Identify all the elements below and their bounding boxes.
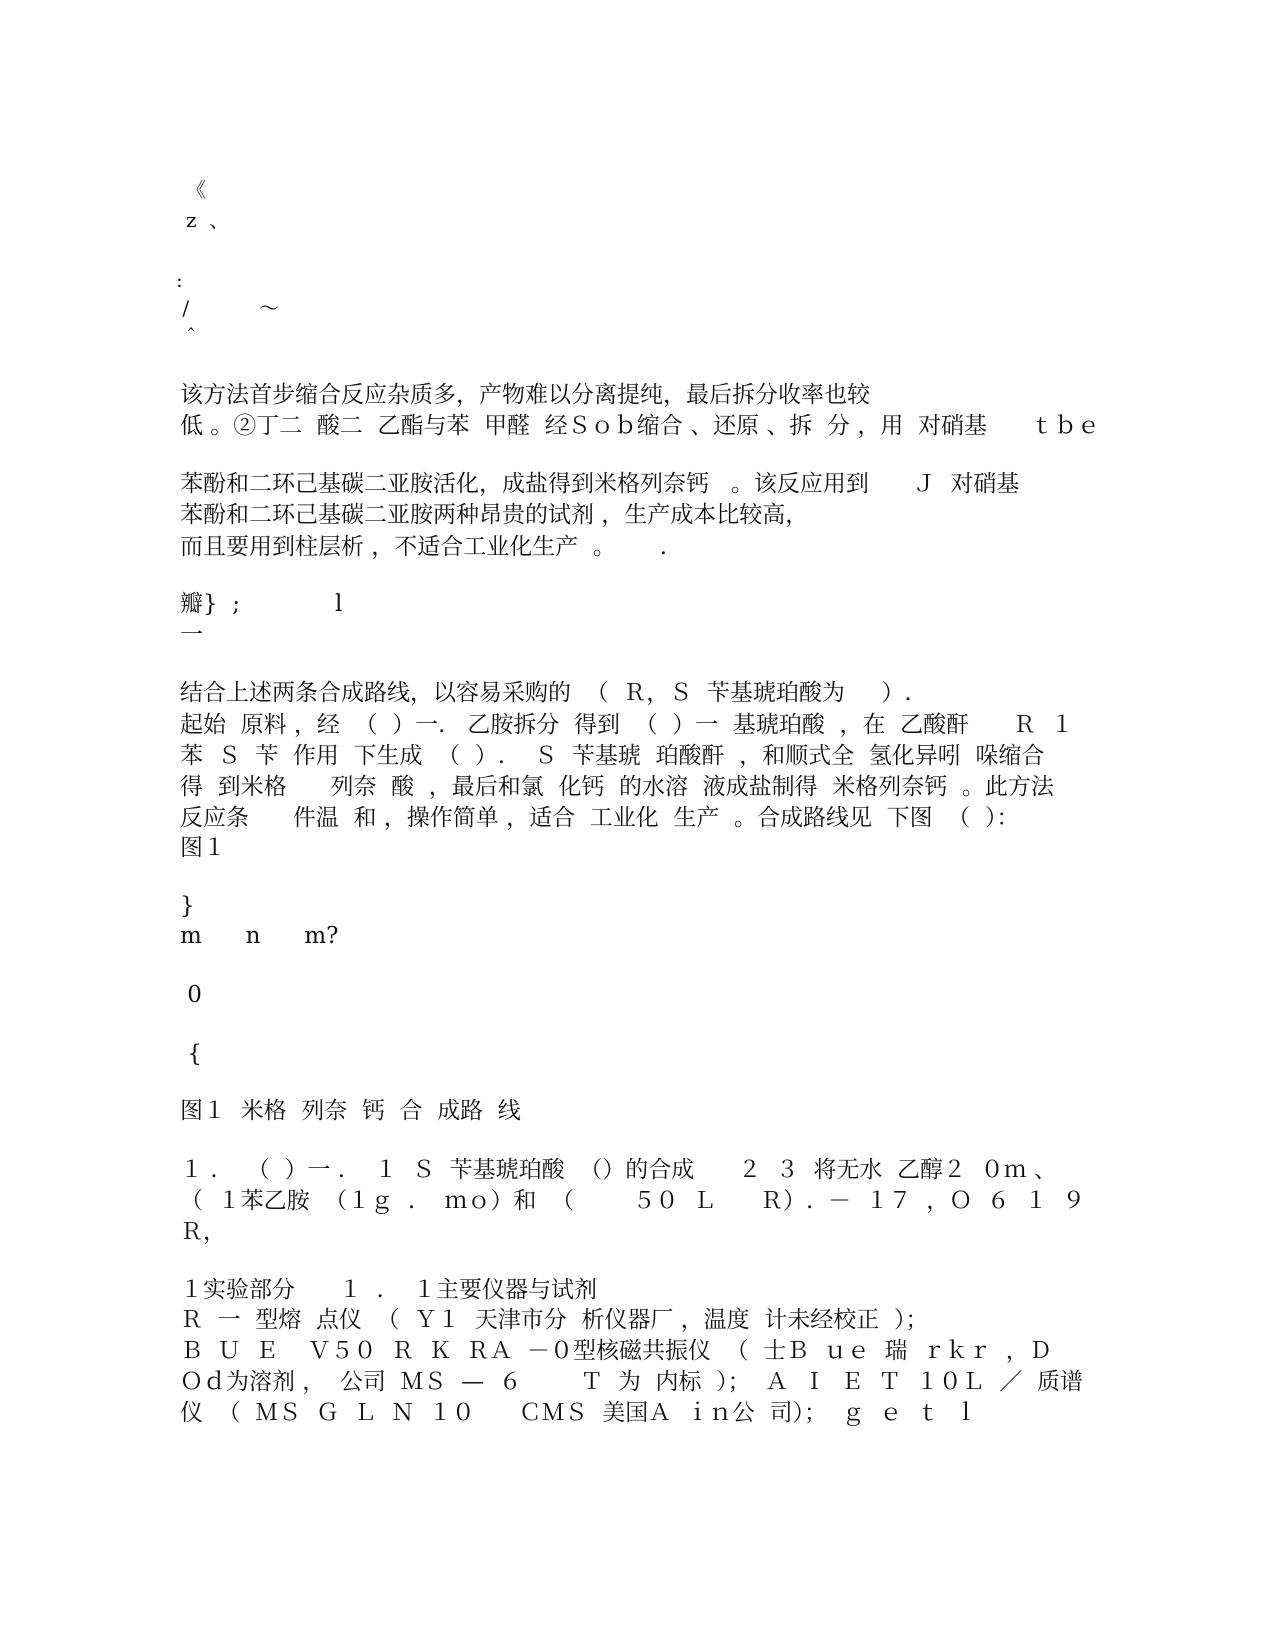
text-line: 苯 Ｓ 苄 作用 下生成 （ ）. Ｓ 苄基琥 珀酸酐 ，和顺式全 氢化异吲 哚缩合 [180, 743, 1045, 769]
text-line: 苯酚和二环己基碳二亚胺活化，成盐得到米格列奈钙 。该反应用到 Ｊ 对硝基 [180, 471, 1020, 497]
text-line: 该方法首步缩合反应杂质多，产物难以分离提纯，最后拆分收率也较 [180, 382, 870, 408]
text-line: Ｏｄ为溶剂 ， 公司 ＭＳ — ６ Ｔ 为 内标 ）； Ａ Ｉ Ｅ Ｔ １０Ｌ ／ 质谱 [180, 1369, 1084, 1395]
text-line: 仪 （ ＭＳ Ｇ Ｌ Ｎ １０ ＣＭＳ 美国Ａ ｉｎ公 司）； ｇ ｅ ｔ ｌ [180, 1400, 978, 1426]
text-line: 起始 原料 ，经 （ ）一. 乙胺拆分 得到 （ ）一 基琥珀酸 ，在 乙酸酐 Ｒ １ [180, 712, 1074, 738]
text-line: { [180, 1041, 202, 1067]
text-line: １ . （ ）一 . １ Ｓ 苄基琥珀酸 （）的合成 ２ ３ 将无水 乙醇２ ０ｍ 、 [180, 1157, 1057, 1183]
text-line: 而且要用到柱层析 ，不适合工业化生产 。 . [180, 534, 668, 560]
text-line: Ｒ 一 型熔 点仪 （ Ｙ１ 天津市分 析仪器厂 ，温度 计未经校正 ）； [180, 1307, 929, 1333]
text-line: Ｒ， [180, 1219, 226, 1245]
text-line: 瓣} ; l [180, 591, 343, 617]
text-line: （ １苯乙胺 （１ｇ . ｍｏ）和 （ ５０ Ｌ Ｒ）. － １７ ，Ｏ ６ １ ９ [180, 1188, 1086, 1214]
section-heading: １实验部分 １ . １主要仪器与试剂 [180, 1277, 598, 1303]
text-line: 《 [186, 178, 206, 202]
text-line: 反应条 件温 和 ，操作简单 ，适合 工业化 生产 。合成路线见 下图 （ ）： [180, 805, 1020, 831]
text-line: ˆ [186, 324, 196, 348]
text-line: 低 。②丁二 酸二 乙酯与苯 甲醛 经Ｓｏｂ缩合 、还原 、拆 分 ，用 对硝基 ｔｂｅ [180, 413, 1100, 439]
text-line: Ｂ Ｕ Ｅ Ｖ５０ Ｒ Ｋ ＲＡ －０型核磁共振仪 （ 士Ｂ ｕｅ 瑞 ｒｋｒ ，Ｄ [180, 1338, 1052, 1364]
text-line: 得 到米格 列奈 酸 ，最后和氯 化钙 的水溶 液成盐制得 米格列奈钙 。此方法 [180, 774, 1054, 800]
text-line: m n m? [180, 923, 339, 949]
text-line: } [180, 893, 195, 919]
text-line: 结合上述两条合成路线，以容易采购的 （ Ｒ，Ｓ 苄基琥珀酸为 ）. [180, 680, 912, 706]
text-line: 0 [180, 982, 202, 1008]
text-line: z 、 [186, 208, 230, 232]
text-line: 苯酚和二环己基碳二亚胺两种昂贵的试剂 ，生产成本比较高， [180, 502, 809, 528]
text-line: 图１ [180, 835, 226, 861]
figure-caption: 图１ 米格 列奈 钙 合 成路 线 [180, 1098, 521, 1124]
text-line: 一 [180, 622, 203, 648]
text-line: : [176, 268, 183, 292]
text-line: / ～ [176, 296, 280, 320]
